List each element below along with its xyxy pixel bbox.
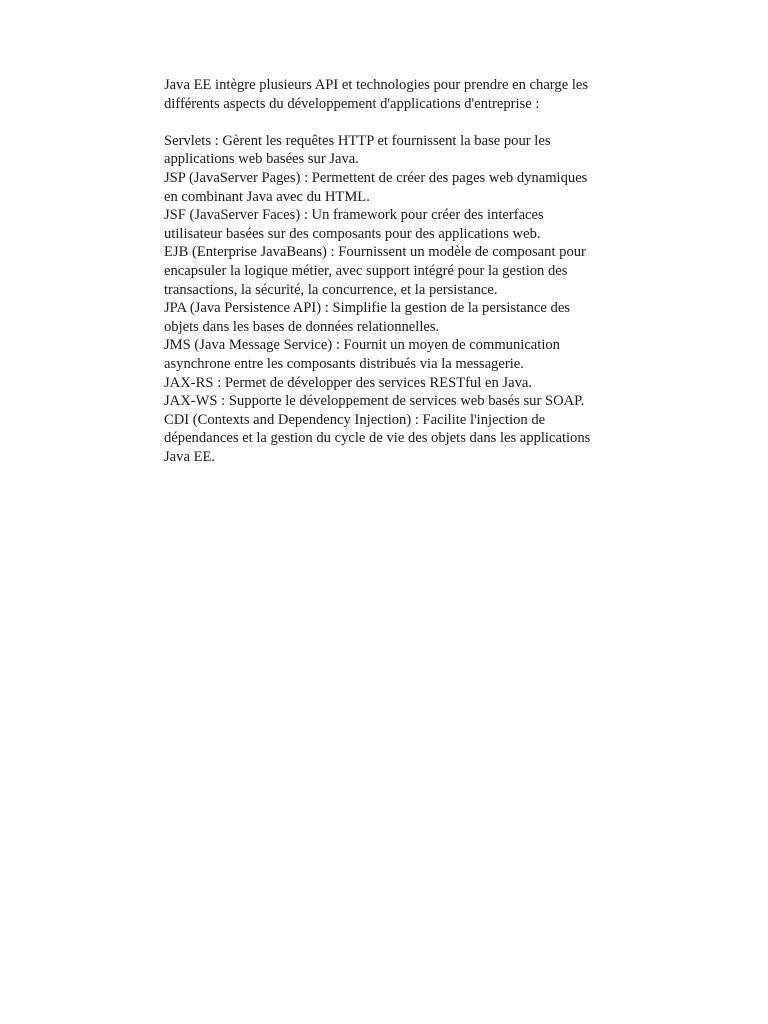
text-line: applications web basées sur Java.: [164, 151, 359, 168]
technology-list: [164, 132, 614, 467]
text-line: asynchrone entre les composants distribués via la messagerie.: [164, 355, 524, 372]
text-line: JAX-RS : Permet de développer des services RESTful en Java.: [164, 374, 533, 391]
text-line: Servlets : Gèrent les requêtes HTTP et fournissent la base pour les: [164, 132, 551, 149]
text-line: Java EE.: [164, 448, 216, 465]
text-line: en combinant Java avec du HTML.: [164, 188, 370, 205]
text-line: JSF (JavaServer Faces) : Un framework pour créer des interfaces: [164, 207, 544, 224]
text-line: objets dans les bases de données relationnelles.: [164, 318, 440, 335]
text-line: JPA (Java Persistence API) : Simplifie la gestion de la persistance des: [164, 300, 570, 317]
document-body: [164, 76, 614, 466]
text-line: JSP (JavaServer Pages) : Permettent de créer des pages web dynamiques: [164, 169, 588, 186]
text-line: Java EE intègre plusieurs API et technologies pour prendre en charge les: [164, 77, 589, 93]
text-line: dépendances et la gestion du cycle de vie des objets dans les applications: [164, 430, 591, 447]
text-line: utilisateur basées sur des composants pour des applications web.: [164, 225, 541, 242]
text-line: différents aspects du développement d'applications d'entreprise :: [164, 95, 540, 112]
text-line: transactions, la sécurité, la concurrence, et la persistance.: [164, 281, 498, 298]
text-line: EJB (Enterprise JavaBeans) : Fournissent un modèle de composant pour: [164, 244, 586, 261]
text-line: CDI (Contexts and Dependency Injection) : Facilite l'injection de: [164, 411, 546, 428]
intro-paragraph: [164, 76, 614, 113]
paragraph-gap: [164, 113, 614, 132]
text-line: JAX-WS : Supporte le développement de services web basés sur SOAP.: [164, 393, 585, 410]
text-line: JMS (Java Message Service) : Fournit un moyen de communication: [164, 337, 560, 354]
text-line: encapsuler la logique métier, avec support intégré pour la gestion des: [164, 262, 568, 279]
